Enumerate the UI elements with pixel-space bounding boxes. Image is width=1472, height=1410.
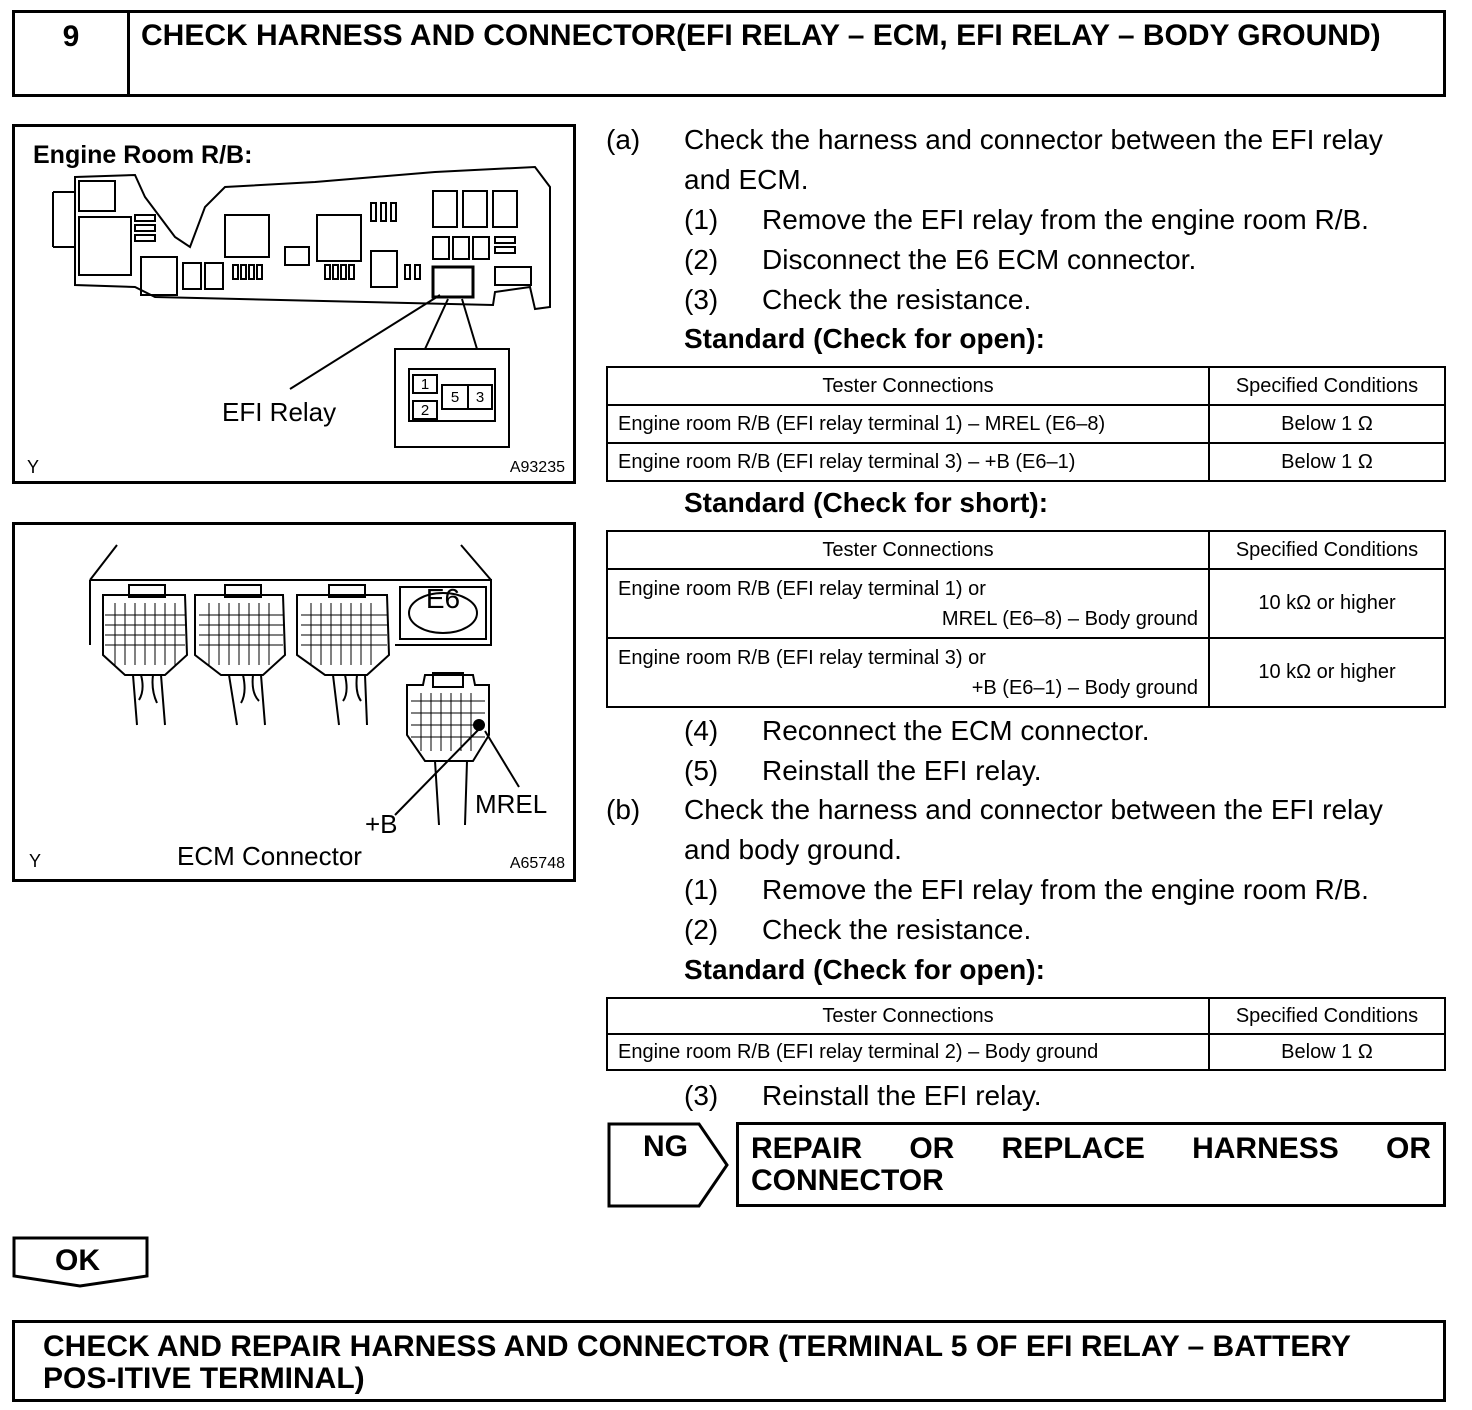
standard-open-heading: Standard (Check for open): bbox=[684, 323, 1045, 354]
col-header: Tester Connections bbox=[607, 998, 1209, 1034]
ecm-connector-figure bbox=[12, 522, 576, 882]
table-cell: Below 1 Ω bbox=[1209, 405, 1445, 443]
step-b3-num: (3) bbox=[684, 1080, 719, 1111]
step-b2-num: (2) bbox=[684, 914, 719, 945]
cell-line: MREL (E6–8) – Body ground bbox=[941, 607, 1198, 630]
table-cell: Below 1 Ω bbox=[1209, 1034, 1445, 1070]
standard-short-heading: Standard (Check for short): bbox=[684, 487, 1049, 518]
efi-relay-callout: EFI Relay bbox=[222, 397, 337, 427]
step-a4-text: Reconnect the ECM connector. bbox=[762, 715, 1150, 746]
step-b-text: Check the harness and connector between the EFI relay bbox=[684, 794, 1383, 825]
mrel-label: MREL bbox=[475, 789, 548, 819]
step-b2-text: Check the resistance. bbox=[762, 914, 1032, 945]
table-row bbox=[607, 443, 1445, 481]
step-b3-text: Reinstall the EFI relay. bbox=[762, 1080, 1042, 1111]
table-row bbox=[607, 569, 1445, 638]
table-cell: Below 1 Ω bbox=[1209, 443, 1445, 481]
final-step-text: CHECK AND REPAIR HARNESS AND CONNECTOR (TERMINAL 5 OF EFI RELAY – BATTERY POS-ITIVE TERMINAL) bbox=[43, 1330, 1351, 1395]
col-header: Tester Connections bbox=[607, 367, 1209, 405]
step-a4-num: (4) bbox=[684, 715, 719, 746]
figure-title: Engine Room R/B: bbox=[33, 141, 253, 169]
terminal-2: 2 bbox=[420, 402, 430, 419]
step-a-text-cont: and ECM. bbox=[684, 164, 809, 195]
step-a1-num: (1) bbox=[684, 204, 719, 235]
table-cell: Engine room R/B (EFI relay terminal 1) – MREL (E6–8) bbox=[607, 405, 1209, 443]
table-cell: 10 kΩ or higher bbox=[1209, 638, 1445, 707]
step-number: 9 bbox=[15, 13, 130, 94]
step-header bbox=[12, 10, 1446, 97]
short-check-table bbox=[606, 530, 1446, 708]
step-a5-num: (5) bbox=[684, 755, 719, 786]
step-b1-text: Remove the EFI relay from the engine room R/B. bbox=[762, 874, 1369, 905]
step-b1-num: (1) bbox=[684, 874, 719, 905]
table-header-row bbox=[607, 367, 1445, 405]
table-row bbox=[607, 1034, 1445, 1070]
engine-room-rb-figure bbox=[12, 124, 576, 484]
open-check-table bbox=[606, 366, 1446, 482]
terminal-1: 1 bbox=[420, 376, 430, 393]
terminal-3: 3 bbox=[475, 389, 485, 406]
cell-line: +B (E6–1) – Body ground bbox=[971, 676, 1198, 699]
step-a5-text: Reinstall the EFI relay. bbox=[762, 755, 1042, 786]
table-row bbox=[607, 405, 1445, 443]
standard-open-heading-b: Standard (Check for open): bbox=[684, 954, 1045, 985]
table-cell: 10 kΩ or higher bbox=[1209, 569, 1445, 638]
step-title: CHECK HARNESS AND CONNECTOR(EFI RELAY – ECM, EFI RELAY – BODY GROUND) bbox=[141, 19, 1381, 52]
ecm-connector-caption: ECM Connector bbox=[177, 841, 362, 871]
col-header: Specified Conditions bbox=[1209, 367, 1445, 405]
step-a-marker: (a) bbox=[606, 124, 641, 155]
open-check-table-b bbox=[606, 997, 1446, 1071]
terminal-5: 5 bbox=[450, 389, 460, 406]
figure-id: A65748 bbox=[509, 855, 565, 872]
table-row bbox=[607, 638, 1445, 707]
ok-label: OK bbox=[55, 1244, 100, 1277]
table-cell: Engine room R/B (EFI relay terminal 3) – +B (E6–1) bbox=[607, 443, 1209, 481]
cell-line: Engine room R/B (EFI relay terminal 1) or bbox=[618, 577, 986, 600]
figure-id: A93235 bbox=[509, 459, 565, 476]
step-a-text: Check the harness and connector between the EFI relay bbox=[684, 124, 1383, 155]
final-step-box bbox=[12, 1320, 1446, 1402]
figure-corner-mark: Y bbox=[27, 457, 40, 477]
table-cell: Engine room R/B (EFI relay terminal 2) – Body ground bbox=[607, 1034, 1209, 1070]
col-header: Specified Conditions bbox=[1209, 998, 1445, 1034]
e6-badge: E6 bbox=[425, 583, 461, 614]
step-a1-text: Remove the EFI relay from the engine room R/B. bbox=[762, 204, 1369, 235]
ng-result-box bbox=[736, 1122, 1446, 1207]
step-b-marker: (b) bbox=[606, 794, 641, 825]
step-a3-num: (3) bbox=[684, 284, 719, 315]
ng-result-text: REPAIR OR REPLACE HARNESS OR CONNECTOR bbox=[751, 1132, 1431, 1197]
step-a3-text: Check the resistance. bbox=[762, 284, 1032, 315]
plus-b-label: +B bbox=[365, 809, 398, 839]
col-header: Tester Connections bbox=[607, 531, 1209, 569]
ecm-connector-diagram bbox=[15, 525, 573, 879]
cell-line: Engine room R/B (EFI relay terminal 3) or bbox=[618, 646, 986, 669]
step-b-text-cont: and body ground. bbox=[684, 834, 902, 865]
col-header: Specified Conditions bbox=[1209, 531, 1445, 569]
table-cell bbox=[607, 638, 1209, 707]
step-a2-text: Disconnect the E6 ECM connector. bbox=[762, 244, 1197, 275]
table-header-row bbox=[607, 998, 1445, 1034]
figure-corner-mark: Y bbox=[29, 851, 42, 871]
ng-label: NG bbox=[643, 1130, 688, 1163]
step-a2-num: (2) bbox=[684, 244, 719, 275]
table-cell bbox=[607, 569, 1209, 638]
table-header-row bbox=[607, 531, 1445, 569]
